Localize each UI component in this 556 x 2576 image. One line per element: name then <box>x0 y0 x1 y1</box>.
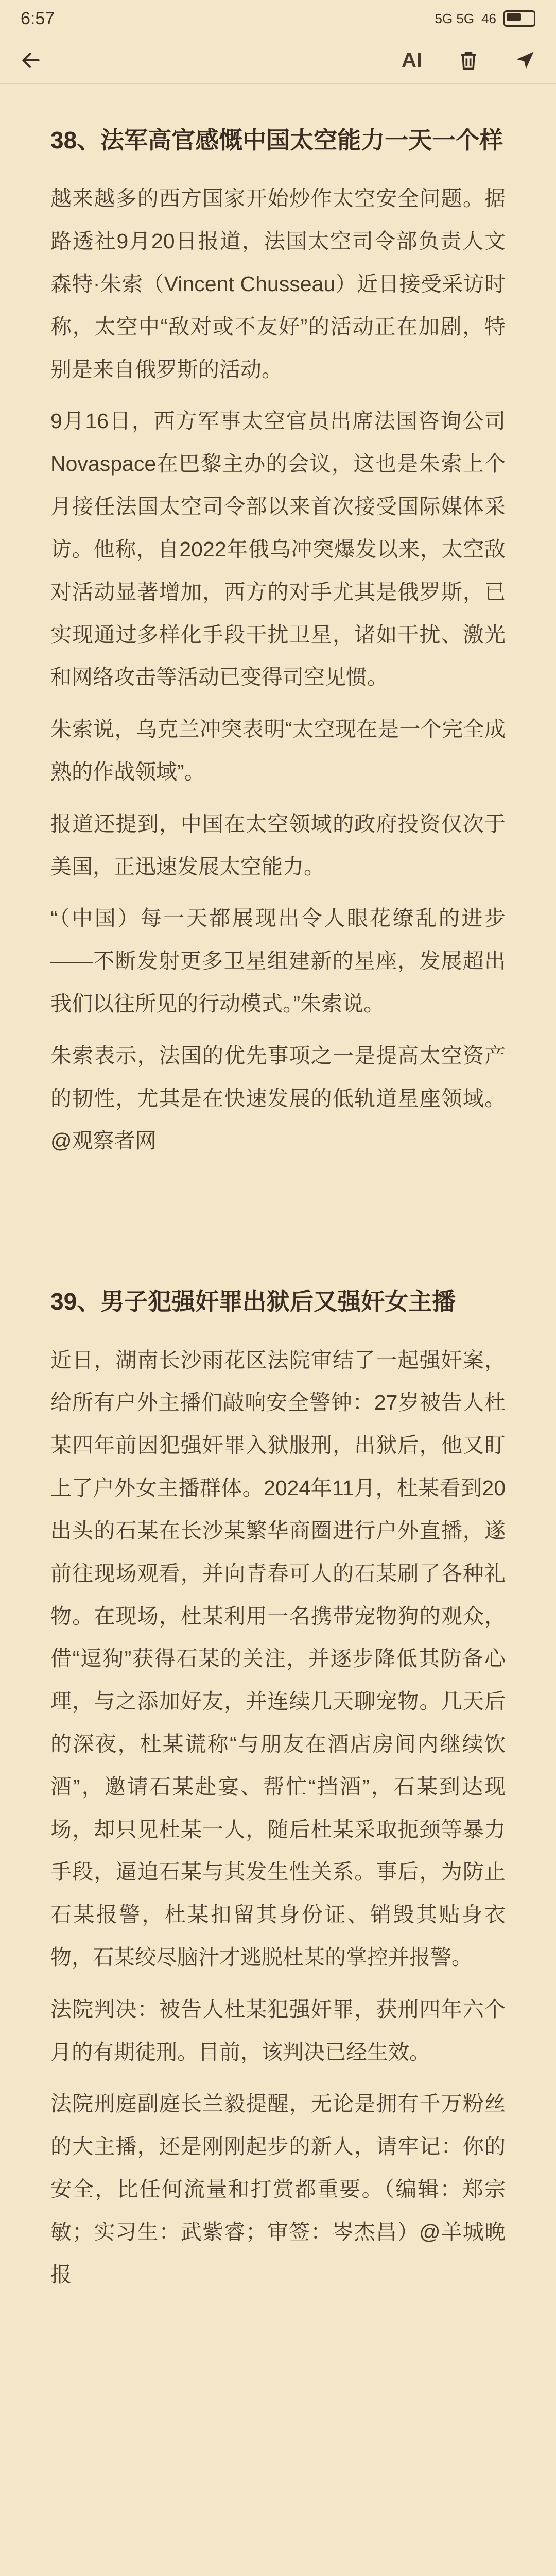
article-content <box>0 88 556 2306</box>
paragraph: 朱索说，乌克兰冲突表明“太空现在是一个完全成熟的作战领域”。 <box>50 717 506 784</box>
section-title: 39、男子犯强奸罪出狱后又强奸女主播 <box>50 1288 456 1315</box>
status-indicators <box>435 10 535 27</box>
paragraph: 法院判决：被告人杜某犯强奸罪，获刑四年六个月的有期徒刑。目前，该判决已经生效。 <box>50 1997 506 2064</box>
paragraph: 近日，湖南长沙雨花区法院审结了一起强奸案，给所有户外主播们敲响安全警钟：27岁被告人杜某四年前因犯强奸罪入狱服刑，出狱后，他又盯上了户外女主播群体。2024年11月，杜某看到20出头的石某在长沙某繁华商圈进行户外直播，遂前往现场观看，并向青春可人的石某刷了各种礼物。在现场，杜某利用一名携带宠物狗的观众，借“逗狗”获得石某的关注，并逐步降低其防备心理，与之添加好友，并连续几天聊宠物。几天后的深夜，杜某谎称“与朋友在酒店房间内继续饮酒”，邀请石某赴宴、帮忙“挡酒”，石某到达现场，却只见杜某一人，随后杜某采取扼颈等暴力手段，逼迫石某与其发生性关系。事后，为防止石某报警，杜某扣留其身份证、销毁其贴身衣物，石某绞尽脑汁才逃脱杜某的掌控并报警。 <box>50 1348 506 1970</box>
delete-icon[interactable] <box>453 45 484 76</box>
paragraph: 朱索表示，法国的优先事项之一是提高太空资产的韧性，尤其是在快速发展的低轨道星座领域。@观察者网 <box>50 1043 506 1153</box>
battery-level: 46 <box>481 10 496 26</box>
signal-indicator: 5G 5G <box>435 10 475 26</box>
back-arrow-icon[interactable] <box>15 45 46 76</box>
paragraph: 法院刑庭副庭长兰毅提醒，无论是拥有千万粉丝的大主播，还是刚刚起步的新人，请牢记：你的安全，比任何流量和打赏都重要。（编辑：郑宗敏；实习生：武紫睿；审签：岑杰昌）@羊城晚报 <box>50 2092 506 2286</box>
send-icon[interactable] <box>510 45 541 76</box>
ai-button[interactable]: AI <box>402 48 422 72</box>
top-toolbar <box>0 37 556 83</box>
article-section-39 <box>0 1285 556 2296</box>
status-bar <box>0 0 556 37</box>
section-spacer <box>0 1172 556 1249</box>
battery-icon <box>503 10 535 27</box>
section-title: 38、法军高官感慨中国太空能力一天一个样 <box>50 127 503 154</box>
article-section-38 <box>0 124 556 1162</box>
paragraph: “（中国）每一天都展现出令人眼花缭乱的进步——不断发射更多卫星组建新的星座，发展超出我们以往所见的行动模式。”朱索说。 <box>50 906 506 1016</box>
paragraph: 越来越多的西方国家开始炒作太空安全问题。据路透社9月20日报道，法国太空司令部负责人文森特·朱索（Vincent Chusseau）近日接受采访时称，太空中“敌对或不友好”的活动正在加剧，特别是来自俄罗斯的活动。 <box>50 187 506 381</box>
toolbar-divider <box>0 83 556 84</box>
paragraph: 9月16日，西方军事太空官员出席法国咨询公司Novaspace在巴黎主办的会议，这也是朱索上个月接任法国太空司令部以来首次接受国际媒体采访。他称，自2022年俄乌冲突爆发以来，太空敌对活动显著增加，西方的对手尤其是俄罗斯，已实现通过多样化手段干扰卫星，诸如干扰、激光和网络攻击等活动已变得司空见惯。 <box>50 409 506 689</box>
paragraph: 报道还提到，中国在太空领域的政府投资仅次于美国，正迅速发展太空能力。 <box>50 811 506 878</box>
status-time: 6:57 <box>21 8 55 28</box>
